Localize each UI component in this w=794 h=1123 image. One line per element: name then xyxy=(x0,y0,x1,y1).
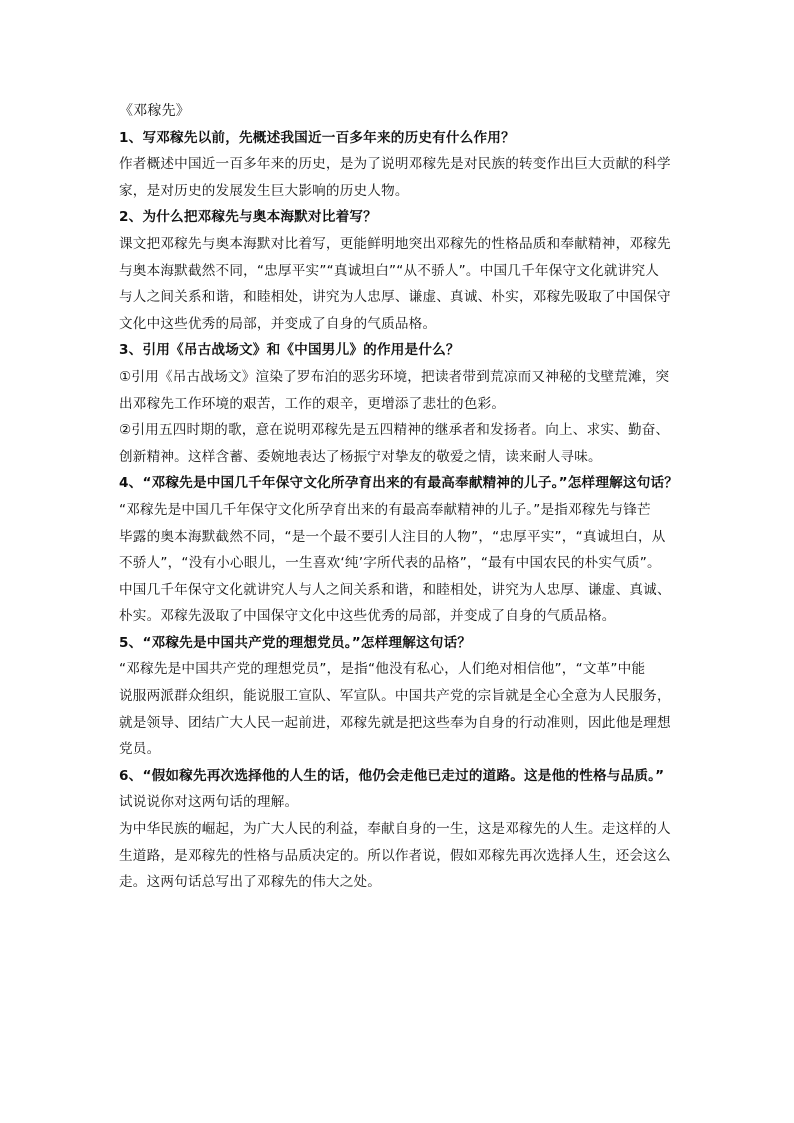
question-4: 4、“邓稼先是中国几千年保守文化所孕育出来的有最高奉献精神的儿子。”怎样理解这句话？ xyxy=(119,475,679,492)
question-1: 1、写邓稼先以前，先概述我国近一百多年来的历史有什么作用？ xyxy=(119,129,515,146)
answer-1-line-1: 作者概述中国近一百多年来的历史，是为了说明邓稼先是对民族的转变作出巨大贡献的科学 xyxy=(119,156,671,173)
question-3: 3、引用《吊古战场文》和《中国男儿》的作用是什么？ xyxy=(119,342,460,359)
answer-1-line-2: 家，是对历史的发展发生巨大影响的历史人物。 xyxy=(119,182,409,199)
section-5 xyxy=(119,630,689,763)
answer-6-line-3: 走。这两句话总写出了邓稼先的伟大之处。 xyxy=(119,874,382,891)
answer-4-line-4: 中国几千年保守文化就讲究人与人之间关系和谐，和睦相处，讲究为人忠厚、谦虚、真诚、 xyxy=(119,581,671,598)
answer-3-line-1: ①引用《吊古战场文》渲染了罗布泊的恶劣环境，把读者带到荒凉而又神秘的戈壁荒滩，突 xyxy=(119,368,670,385)
answer-5-line-3: 就是领导、团结广大人民一起前进，邓稼先就是把这些奉为自身的行动准则，因此他是理想 xyxy=(119,714,671,731)
answer-4-line-3: 不骄人”，“没有小心眼儿，一生喜欢‘纯’字所代表的品格”，“最有中国农民的朴实气质”。 xyxy=(119,555,661,572)
answer-2-line-4: 文化中这些优秀的局部，并变成了自身的气质品格。 xyxy=(119,315,437,332)
document-page xyxy=(119,98,689,896)
question-6-line-2: 试说说你对这两句话的理解。 xyxy=(119,794,299,811)
question-6-line-1: 6、“假如稼先再次选择他的人生的话，他仍会走他已走过的道路。这是他的性格与品质。” xyxy=(119,767,665,784)
answer-2-line-1: 课文把邓稼先与奥本海默对比着写，更能鲜明地突出邓稼先的性格品质和奉献精神，邓稼先 xyxy=(119,235,671,252)
answer-3-line-2: 出邓稼先工作环境的艰苦，工作的艰辛，更增添了悲壮的色彩。 xyxy=(119,395,506,412)
section-3 xyxy=(119,337,689,470)
section-2 xyxy=(119,204,689,337)
answer-5-line-1: “邓稼先是中国共产党的理想党员”，是指“他没有私心，人们绝对相信他”，“文革”中能 xyxy=(119,661,646,678)
section-1 xyxy=(119,125,689,205)
answer-6-line-1: 为中华民族的崛起，为广大人民的利益，奉献自身的一生，这是邓稼先的人生。走这样的人 xyxy=(119,821,671,838)
answer-5-line-2: 说服两派群众组织，能说服工宣队、军宣队。中国共产党的宗旨就是全心全意为人民服务， xyxy=(119,688,671,705)
answer-4-line-1: “邓稼先是中国几千年保守文化所孕育出来的有最高奉献精神的儿子。”是指邓稼先与锋芒 xyxy=(119,501,651,518)
answer-2-line-2: 与奥本海默截然不同，“忠厚平实”“真诚坦白”“从不骄人”。中国几千年保守文化就讲究人 xyxy=(119,262,660,279)
answer-6-line-2: 生道路，是邓稼先的性格与品质决定的。所以作者说，假如邓稼先再次选择人生，还会这么 xyxy=(119,847,671,864)
answer-3-line-3: ②引用五四时期的歌，意在说明邓稼先是五四精神的继承者和发扬者。向上、求实、勤奋、 xyxy=(119,422,670,439)
answer-4-line-5: 朴实。邓稼先汲取了中国保守文化中这些优秀的局部，并变成了自身的气质品格。 xyxy=(119,608,616,625)
section-6 xyxy=(119,763,689,896)
answer-5-line-4: 党员。 xyxy=(119,741,161,758)
answer-4-line-2: 毕露的奥本海默截然不同，“是一个最不要引人注目的人物”，“忠厚平实”，“真诚坦白，从 xyxy=(119,528,666,545)
answer-2-line-3: 与人之间关系和谐，和睦相处，讲究为人忠厚、谦虚、真诚、朴实，邓稼先吸取了中国保守 xyxy=(119,289,671,306)
section-4 xyxy=(119,470,689,630)
question-2: 2、为什么把邓稼先与奥本海默对比着写？ xyxy=(119,209,377,226)
document-title: 《邓稼先》 xyxy=(119,103,190,119)
answer-3-line-4: 创新精神。这样含蓄、委婉地表达了杨振宁对挚友的敬爱之情，读来耐人寻味。 xyxy=(119,448,602,465)
question-5: 5、“邓稼先是中国共产党的理想党员。”怎样理解这句话？ xyxy=(119,634,472,651)
